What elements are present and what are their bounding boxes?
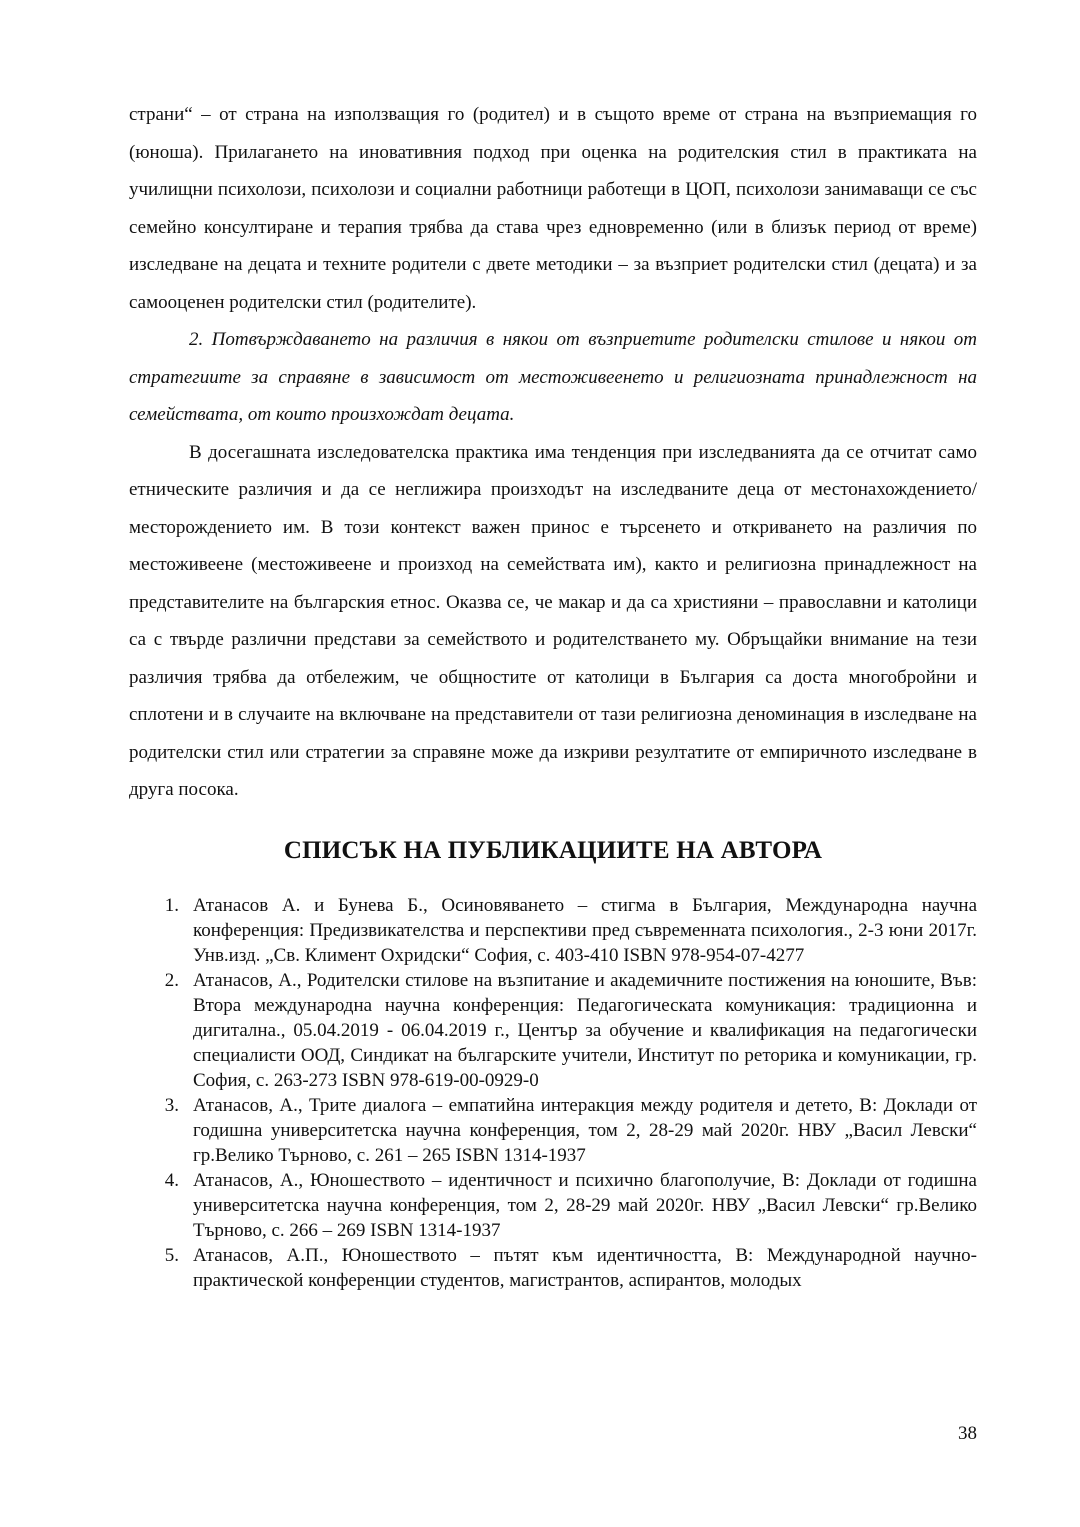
contribution-statement: 2. Потвърждаването на различия в някои от възприетите родителски стилове и някои от стратегиите за справяне в зависимост от местоживеенето и религиозната принадлежност на семействата, от които произхождат децата. (129, 329, 977, 425)
body-paragraph: В досегашната изследователска практика има тенденция при изследванията да се отчитат само етническите различия и да се неглижира произходът на изследваните деца от местонахождението/месторождението им. В този контекст важен принос е търсенето и откриването на различия по местоживеене (местоживеене и произход на семействата им), както и религиозна принадлежност на представителите на българския етнос. Оказва се, че макар и да са християни – православни и католици са с твърде различни представи за семейството и родителстването му. Обръщайки внимание на тези различия трябва да отбележим, че общностите от католици в България са доста многобройни и сплотени и в случаите на включване на представители от тази религиозна деноминация в изследване на родителски стил или стратегии за справяне може да изкриви резултатите от емпиричното изследване в друга посока. (129, 441, 977, 800)
publication-number: 4. (164, 1169, 179, 1191)
publication-text: Атанасов, А., Родителски стилове на възпитание и академичните постижения на юношите, Във: Втора международна научна конференция: Педагогическата комуникация: традиционна и дигитална., 05.04.2019 - 06.04.2019 г., Център за обучение и квалификация на педагогически специалисти ООД, Синдикат на българските учители, Институт по реторика и комуникации, гр. София, с. 263-273 ISBN 978-619-00-0929-0 (193, 969, 977, 1091)
publication-number: 5. (164, 1244, 179, 1266)
publication-number: 1. (164, 894, 179, 916)
publication-item (129, 968, 977, 1093)
document-page (129, 96, 977, 1293)
section-heading: СПИСЪК НА ПУБЛИКАЦИИТЕ НА АВТОРА (283, 836, 823, 864)
publication-list (129, 893, 977, 1293)
page-number: 38 (958, 1423, 977, 1444)
publication-number: 2. (164, 969, 179, 991)
publication-text: Атанасов А. и Бунева Б., Осиновяването – стигма в България, Международна научна конференция: Предизвикателства и перспективи пред съвременната психология., 2-3 юни 2017г. Унв.изд. „Св. Климент Охридски“ София, с. 403-410 ISBN 978-954-07-4277 (193, 894, 977, 966)
body-paragraph: страни“ – от страна на използващия го (родител) и в същото време от страна на възприемащия го (юноша). Прилагането на иновативния подход при оценка на родителския стил в практиката на училищни психолози, психолози и социални работници работещи в ЦОП, психолози занимаващи се със семейно консултиране и терапия трябва да става чрез едновременно (или в близък период от време) изследване на децата и техните родители с двете методики – за възприет родителски стил (децата) и за самооценен родителски стил (родителите). (129, 104, 977, 313)
publication-item (129, 1093, 977, 1168)
publication-item (129, 1243, 977, 1293)
publication-number: 3. (164, 1094, 179, 1116)
publication-text: Атанасов, А., Юношеството – идентичност и психично благополучие, В: Доклади от годишна университетска научна конференция, том 2, 28-29 май 2020г. НВУ „Васил Левски“ гр.Велико Търново, с. 266 – 269 ISBN 1314-1937 (193, 1169, 977, 1241)
publication-item (129, 893, 977, 968)
publication-text: Атанасов, А.П., Юношеството – пътят към идентичността, В: Международной научно-практической конференции студентов, магистрантов, аспирантов, молодых (193, 1244, 977, 1291)
publication-item (129, 1168, 977, 1243)
publication-text: Атанасов, А., Трите диалога – емпатийна интеракция между родителя и детето, В: Доклади от годишна университетска научна конференция, том 2, 28-29 май 2020г. НВУ „Васил Левски“ гр.Велико Търново, с. 261 – 265 ISBN 1314-1937 (193, 1094, 977, 1166)
